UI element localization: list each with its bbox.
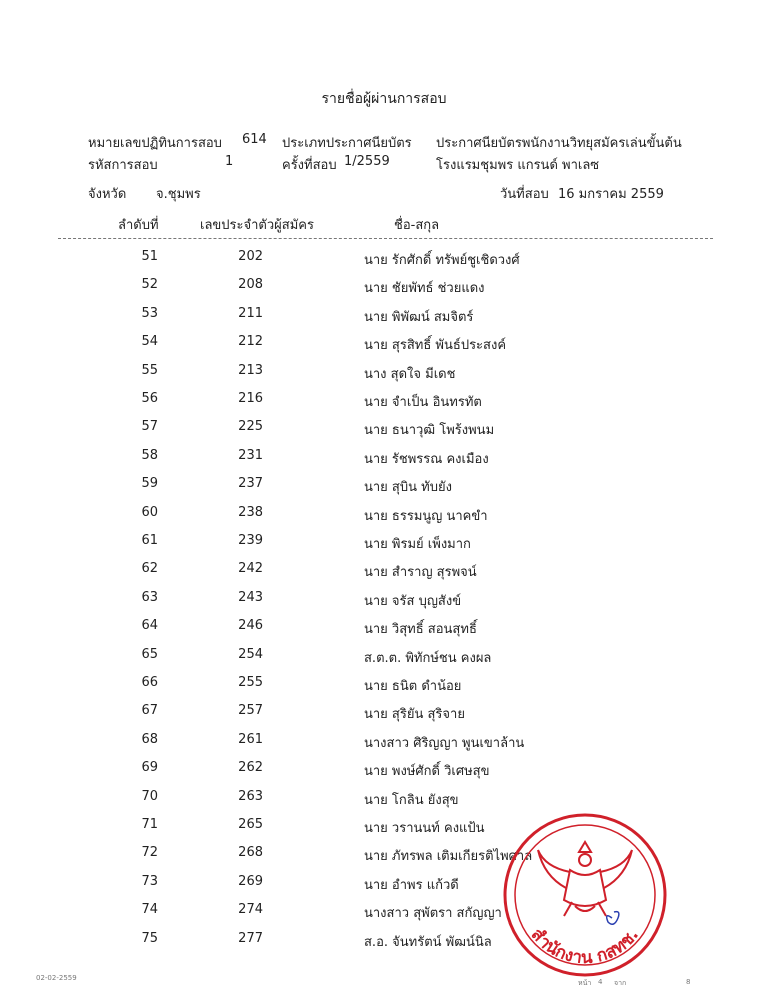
applicant-name: ส.อ. จันทรัตน์ พัฒน์นิล — [364, 934, 492, 950]
applicant-name: นาย สุริยัน สุริจาย — [364, 707, 465, 723]
applicant-name: นาย พงษ์ศักดิ์ วิเศษสุข — [364, 764, 490, 780]
row-number: 60 — [141, 504, 158, 520]
row-number: 66 — [141, 675, 158, 690]
table-row — [0, 277, 768, 297]
course-label: ประกาศนียบัตร — [436, 136, 522, 151]
applicant-id: 254 — [238, 646, 263, 662]
applicant-id: 242 — [238, 561, 263, 577]
applicant-id: 239 — [238, 533, 263, 548]
applicant-id: 208 — [238, 277, 263, 293]
exam-date-label: วันที่สอบ — [500, 187, 549, 202]
province-label: จังหวัด — [88, 187, 127, 202]
row-number: 63 — [141, 589, 158, 605]
row-number: 54 — [141, 334, 158, 350]
applicant-id: 274 — [238, 902, 263, 918]
row-number: 67 — [141, 703, 158, 719]
course-line — [436, 132, 682, 153]
round-label: ครั้งที่สอบ — [282, 158, 337, 173]
footer-total: 8 — [686, 978, 691, 986]
applicant-name: นาย ธรรมนูญ นาคขำ — [364, 508, 488, 524]
applicant-id: 231 — [238, 447, 263, 463]
table-row — [0, 732, 768, 752]
table-row — [0, 561, 768, 581]
signature-mark — [607, 912, 619, 925]
type-label: ประเภท — [282, 136, 326, 151]
applicant-id: 213 — [238, 362, 263, 378]
applicant-name: นาย วิสุทธิ์ สอนสุทธิ์ — [364, 622, 477, 638]
col-header-id: เลขประจำตัวผู้สมัคร — [200, 218, 314, 233]
exam-code-value: 1 — [225, 154, 234, 169]
row-number: 51 — [141, 249, 158, 264]
table-row — [0, 533, 768, 553]
round-value: 1/2559 — [344, 154, 390, 169]
table-row — [0, 647, 768, 667]
footer-of-label: จาก — [614, 979, 627, 987]
row-number: 69 — [141, 760, 158, 776]
table-row — [0, 590, 768, 610]
row-number: 61 — [141, 533, 158, 548]
applicant-id: 262 — [238, 760, 263, 776]
seal-text: สำนักงาน กสทช. — [526, 924, 644, 969]
row-number: 71 — [141, 817, 158, 832]
exam-date-value: 16 มกราคม 2559 — [558, 187, 664, 202]
applicant-name: นาย โกลิน ยังสุข — [364, 792, 459, 808]
row-number: 53 — [141, 305, 158, 321]
type-line — [282, 132, 412, 153]
applicant-id: 261 — [238, 731, 263, 747]
applicant-id: 257 — [238, 703, 263, 719]
applicant-id: 277 — [238, 930, 263, 946]
applicant-id: 263 — [238, 788, 263, 804]
applicant-name: นาง สุดใจ มีเดช — [364, 366, 456, 382]
applicant-name: นาย สำราญ สุรพจน์ — [364, 565, 477, 581]
applicant-id: 238 — [238, 504, 263, 520]
applicant-name: นาย ชัยพัทธ์ ช่วยแดง — [364, 281, 485, 297]
row-number: 68 — [141, 731, 158, 747]
table-row — [0, 391, 768, 411]
table-row — [0, 448, 768, 468]
type-value: ประกาศนียบัตร — [325, 136, 412, 151]
province-value: จ.ชุมพร — [156, 187, 201, 202]
applicant-name: นาย สุรสิทธิ์ พันธ์ประสงค์ — [364, 338, 507, 354]
footer-date: 02-02-2559 — [36, 974, 77, 982]
exam-code-label: รหัสการสอบ — [88, 158, 158, 173]
applicant-id: 237 — [238, 476, 263, 492]
applicant-name: นาย พิรมย์ เพ็งมาก — [364, 537, 471, 552]
applicant-id: 265 — [238, 817, 263, 832]
row-number: 55 — [141, 362, 158, 378]
table-row — [0, 249, 768, 269]
applicant-name: นาย รัชพรรณ คงเมือง — [364, 451, 489, 467]
col-header-name: ชื่อ-สกุล — [394, 218, 440, 233]
table-row — [0, 789, 768, 809]
applicant-id: 246 — [238, 618, 263, 634]
applicant-name: นาย จรัส บุญสังข์ — [364, 593, 462, 609]
applicant-id: 225 — [238, 419, 263, 435]
footer-page-value: 4 — [598, 978, 603, 986]
venue: โรงแรมชุมพร แกรนด์ พาเลซ — [436, 158, 600, 173]
row-number: 57 — [141, 419, 158, 435]
garuda-seal-icon — [500, 810, 670, 980]
table-row — [0, 760, 768, 780]
table-row — [0, 419, 768, 439]
row-number: 73 — [141, 873, 158, 889]
calendar-label: หมายเลขปฏิทินการสอบ — [88, 136, 222, 151]
applicant-id: 216 — [238, 391, 263, 406]
applicant-id: 243 — [238, 589, 263, 605]
table-row — [0, 618, 768, 638]
row-number: 64 — [141, 618, 158, 634]
row-number: 65 — [141, 646, 158, 662]
applicant-id: 269 — [238, 873, 263, 889]
table-row — [0, 363, 768, 383]
row-number: 62 — [141, 561, 158, 577]
col-header-no: ลำดับที่ — [118, 218, 159, 233]
applicant-id: 268 — [238, 845, 263, 861]
applicant-name: นาย รักศักดิ์ ทรัพย์ชูเชิดวงศ์ — [364, 253, 520, 268]
course-value: พนักงานวิทยุสมัครเล่นขั้นต้น — [521, 136, 682, 151]
header-divider — [58, 238, 713, 239]
applicant-id: 202 — [238, 249, 263, 264]
table-row — [0, 334, 768, 354]
applicant-name: นาย จำเป็น อินทรทัต — [364, 395, 482, 410]
row-number: 58 — [141, 447, 158, 463]
applicant-name: นาย ธนิต ดำน้อย — [364, 679, 462, 694]
applicant-name: นาย สุบิน ทับยัง — [364, 480, 452, 496]
table-row — [0, 306, 768, 326]
table-row — [0, 675, 768, 695]
applicant-name: นาย ธนาวุฒิ โพร้งพนม — [364, 423, 495, 439]
row-number: 72 — [141, 845, 158, 861]
row-number: 59 — [141, 476, 158, 492]
footer-page-label: หน้า — [578, 979, 592, 987]
page-title: รายชื่อผู้ผ่านการสอบ — [321, 91, 447, 107]
applicant-id: 211 — [238, 305, 263, 321]
applicant-name: นางสาว สุพัตรา สกัญญา — [364, 906, 502, 922]
applicant-name: นาย วรานนท์ คงแป้น — [364, 821, 485, 836]
row-number: 75 — [141, 930, 158, 946]
table-row — [0, 703, 768, 723]
applicant-id: 255 — [238, 675, 263, 690]
table-row — [0, 505, 768, 525]
applicant-name: นาย อำพร แก้วดี — [364, 877, 459, 893]
applicant-name: ส.ต.ต. พิทักษ์ชน คงผล — [364, 650, 492, 666]
applicant-id: 212 — [238, 334, 263, 350]
row-number: 52 — [141, 277, 158, 293]
calendar-value: 614 — [242, 132, 267, 147]
applicant-name: นาย พิพัฒน์ สมจิตร์ — [364, 309, 474, 325]
row-number: 70 — [141, 788, 158, 804]
row-number: 56 — [141, 391, 158, 406]
applicant-name: นางสาว ศิริญญา พูนเขาล้าน — [364, 735, 525, 751]
row-number: 74 — [141, 902, 158, 918]
table-row — [0, 476, 768, 496]
applicant-name: นาย ภัทรพล เติมเกียรติไพศาล — [364, 849, 533, 865]
